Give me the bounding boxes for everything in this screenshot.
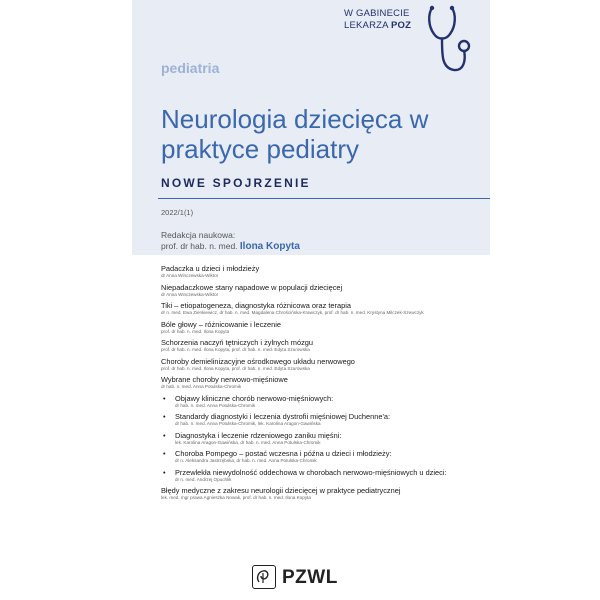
bullet-icon: • bbox=[163, 430, 166, 440]
issue-number: 2022/1(1) bbox=[161, 208, 194, 217]
toc-title: Wybrane choroby nerwowo-mięśniowe bbox=[161, 375, 288, 384]
publisher-emblem-icon bbox=[252, 565, 276, 589]
toc-subitem bbox=[161, 449, 487, 464]
toc-author: dr hab. n. med. Anna Potulska-Chromik bbox=[175, 402, 256, 408]
toc-item bbox=[161, 283, 487, 298]
table-of-contents bbox=[161, 264, 487, 505]
toc-title: Tiki – etiopatogeneza, diagnostyka różnicowa oraz terapia bbox=[161, 301, 351, 310]
toc-item bbox=[161, 320, 487, 335]
toc-title: Choroba Pompego – postać wczesna i późna u dzieci i młodzieży: bbox=[175, 449, 392, 458]
toc-author: lek. med. mgr prawa Agnieszka Nowak, prof. dr hab. n. med. Ilona Kopyta bbox=[161, 495, 311, 500]
toc-author: dr n. med. Ewa Zienkiewicz, dr hab. n. med. Magdalena Chrościńska-Krawczyk, prof. dr hab. n. med. Krystyna Milczek-Szewczyk bbox=[161, 310, 424, 315]
editor-label: Redakcja naukowa: bbox=[161, 230, 236, 240]
book-title: Neurologia dziecięca w praktyce pediatry bbox=[161, 104, 429, 164]
toc-author: prof. dr hab. n. med. Ilona Kopyta bbox=[161, 328, 230, 334]
category-label: pediatria bbox=[161, 60, 220, 76]
divider-rule bbox=[158, 198, 490, 199]
toc-title: Bóle głowy – różnicowanie i leczenie bbox=[161, 319, 281, 329]
toc-subitem bbox=[161, 468, 487, 483]
toc-author: dr n. med. Andrzej Opuchlik bbox=[175, 476, 232, 482]
toc-item bbox=[161, 301, 487, 316]
toc-author: dr Anna Winczewska-Wiktor bbox=[161, 291, 219, 297]
bullet-icon: • bbox=[163, 393, 166, 403]
toc-title: Błędy medyczne z zakresu neurologii dziecięcej w praktyce pediatrycznej bbox=[161, 486, 401, 495]
toc-author: dr Anna Winczewska-Wiktor bbox=[161, 273, 219, 278]
bullet-icon: • bbox=[163, 412, 166, 421]
toc-item bbox=[161, 264, 487, 279]
publisher-name: PZWL bbox=[282, 567, 338, 588]
series-title bbox=[344, 8, 430, 32]
toc-subitem bbox=[161, 394, 487, 409]
toc-item bbox=[161, 375, 487, 390]
toc-title: Schorzenia naczyń tętniczych i żylnych mózgu bbox=[161, 338, 313, 347]
book-subtitle: NOWE SPOJRZENIE bbox=[161, 176, 311, 190]
stethoscope-icon bbox=[426, 4, 472, 80]
toc-author: prof. dr hab. n. med. Ilona Kopyta, prof. dr hab. n. med. Edyta Szurowska bbox=[161, 347, 310, 352]
toc-author: dr hab. n. med. Anna Potulska-Chromik, lek. Karolina Aragon-Gawińska bbox=[175, 421, 321, 426]
toc-title: Standardy diagnostyki i leczenia dystrofii mięśniowej Duchenne'a: bbox=[175, 412, 391, 421]
toc-author: dr hab. n. med. Anna Potulska-Chromik bbox=[161, 384, 242, 389]
toc-title: Choroby demielinizacyjne ośrodkowego układu nerwowego bbox=[161, 356, 355, 366]
toc-author: lek. Karolina Aragon-Gawińska, dr hab. n. med. Anna Potulska-Chromik bbox=[175, 439, 321, 445]
toc-title: Niepadaczkowe stany napadowe w populacji dziecięcej bbox=[161, 282, 343, 292]
toc-subitem bbox=[161, 412, 487, 427]
toc-title: Przewlekła niewydolność oddechowa w chorobach nerwowo-mięśniowych u dzieci: bbox=[175, 467, 447, 477]
editor-name: Ilona Kopyta bbox=[239, 241, 300, 252]
toc-title: Diagnostyka i leczenie rdzeniowego zaniku mięśni: bbox=[175, 430, 342, 440]
editor-line: prof. dr hab. n. med. Ilona Kopyta bbox=[161, 241, 300, 252]
toc-item bbox=[161, 486, 487, 501]
toc-title: Padaczka u dzieci i młodzieży bbox=[161, 264, 260, 273]
publisher-logo bbox=[252, 565, 372, 589]
toc-subitem bbox=[161, 431, 487, 446]
toc-author: prof. dr hab. n. med. Ilona Kopyta, prof. dr hab. n. med. Edyta Szurowska bbox=[161, 365, 310, 371]
toc-author: dr n. Aleksandra Jastrzębska, dr hab. n. med. Anna Potulska-Chromik bbox=[175, 458, 317, 463]
series-line-1: W GABINECIE bbox=[344, 8, 410, 19]
bullet-icon: • bbox=[163, 467, 166, 477]
bullet-icon: • bbox=[163, 449, 166, 458]
toc-item bbox=[161, 357, 487, 372]
toc-item bbox=[161, 338, 487, 353]
toc-title: Objawy kliniczne chorób nerwowo-mięśniowych: bbox=[175, 393, 334, 403]
book-cover bbox=[132, 0, 490, 600]
series-line-2: LEKARZA POZ bbox=[344, 20, 412, 31]
